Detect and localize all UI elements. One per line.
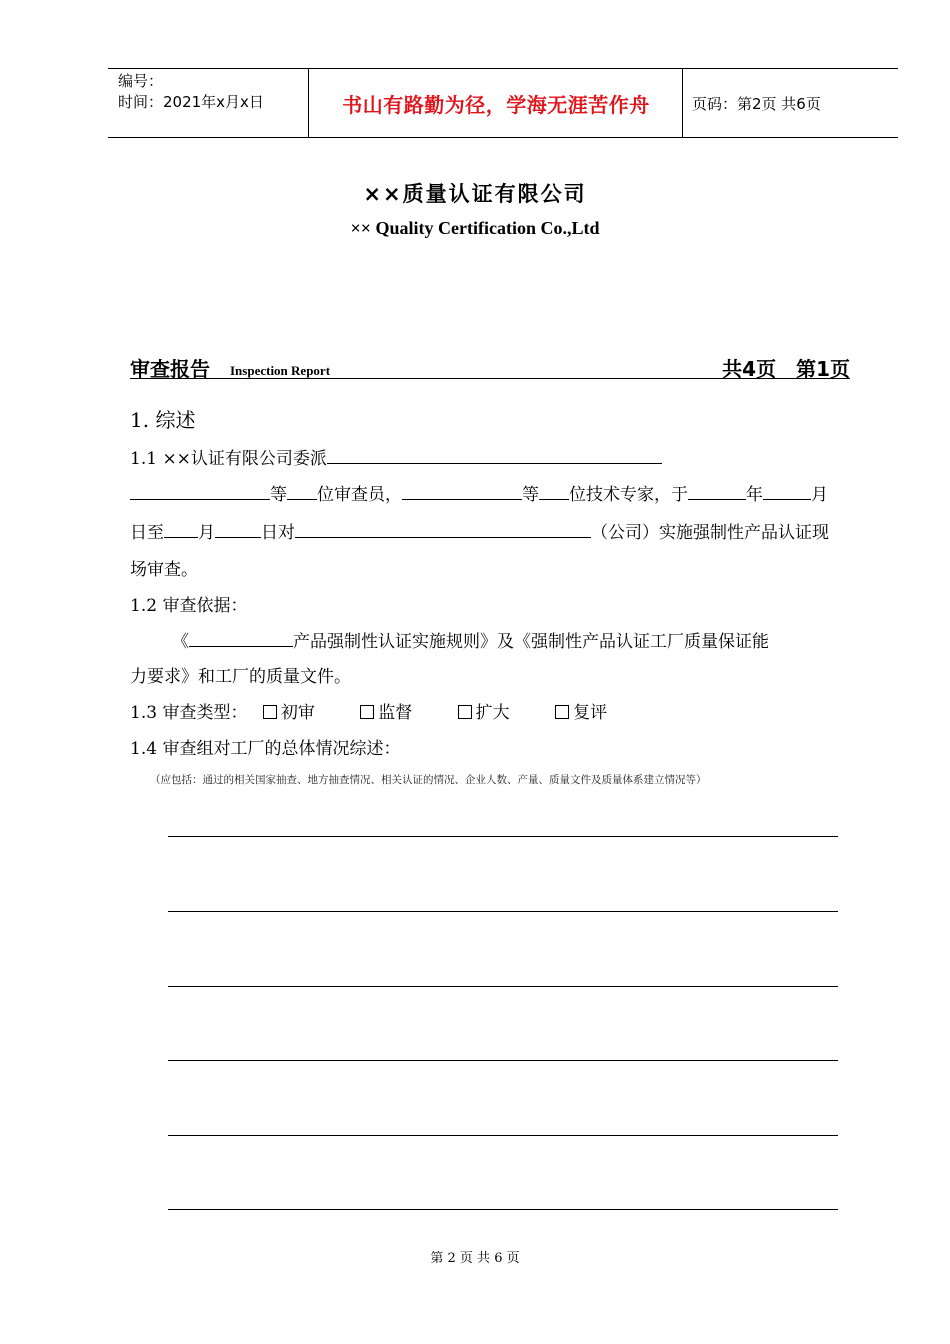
year-blank[interactable]: [688, 481, 746, 500]
time-label: 时间：2021年x月x日: [118, 93, 264, 111]
s11-day-to: 日至: [130, 523, 164, 543]
header-divider: [682, 69, 683, 137]
company-blank[interactable]: [295, 519, 591, 538]
fill-line[interactable]: [168, 836, 838, 837]
s11-equal2: 等: [522, 485, 539, 505]
s11-year: 年: [746, 485, 763, 505]
header-table: [108, 68, 898, 138]
type-extension[interactable]: [458, 703, 510, 723]
footer-page: 第 2 页 共 6 页: [430, 1251, 520, 1266]
s12-heading: 1.2 审查依据：: [130, 596, 248, 616]
commissioned-blank[interactable]: [327, 445, 662, 464]
checkbox-icon[interactable]: [458, 705, 472, 719]
company-name-en: ×× Quality Certification Co.,Ltd: [350, 218, 600, 238]
type-surveillance[interactable]: [360, 703, 412, 723]
s11-day-on: 日对: [261, 523, 295, 543]
fill-line[interactable]: [168, 1209, 838, 1210]
s12-line1: [172, 627, 769, 652]
s13-heading: 1.3 审查类型：: [130, 703, 248, 723]
report-title-bar: [130, 353, 850, 379]
s11-month: 月: [811, 485, 828, 505]
serial-label: 编号：: [118, 72, 164, 90]
type-initial-label: 初审: [280, 703, 315, 723]
s11-end: 场审查。: [130, 560, 198, 580]
expert-count-blank[interactable]: [539, 481, 569, 500]
fill-line[interactable]: [168, 1135, 838, 1136]
s11-prefix: 1.1 ××认证有限公司委派: [130, 449, 327, 469]
auditor-name-blank[interactable]: [130, 481, 270, 500]
expert-name-blank[interactable]: [402, 481, 522, 500]
section-heading: 1. 综述: [130, 408, 196, 432]
checkbox-icon[interactable]: [360, 705, 374, 719]
day-blank[interactable]: [215, 519, 261, 538]
fill-line[interactable]: [168, 1060, 838, 1061]
fill-line[interactable]: [168, 986, 838, 987]
header-left: [118, 71, 264, 113]
s14-note: （应包括：通过的相关国家抽查、地方抽查情况、相关认证的情况、企业人数、产量、质量文件及质量体系建立情况等）: [150, 774, 707, 786]
month2-blank[interactable]: [164, 519, 198, 538]
s11-line2: [130, 480, 890, 505]
type-initial[interactable]: [263, 703, 315, 723]
auditor-count-blank[interactable]: [287, 481, 317, 500]
type-extension-label: 扩大: [475, 703, 510, 723]
s14-heading: 1.4 审查组对工厂的总体情况综述：: [130, 739, 401, 759]
s11-auditors: 位审查员，: [317, 485, 402, 505]
report-pages: 共4页 第1页: [722, 357, 850, 381]
checkbox-icon[interactable]: [263, 705, 277, 719]
month-blank[interactable]: [763, 481, 811, 500]
checkbox-icon[interactable]: [555, 705, 569, 719]
s12-open: 《: [172, 632, 189, 652]
type-recertification-label: 复评: [573, 703, 608, 723]
s12-rule: 产品强制性认证实施规则》及《强制性产品认证工厂质量保证能: [293, 632, 769, 652]
header-page-info: 页码：第2页 共6页: [692, 95, 821, 113]
s11-equal1: 等: [270, 485, 287, 505]
header-divider: [308, 69, 309, 137]
fill-line[interactable]: [168, 911, 838, 912]
s11-line3: [130, 518, 890, 543]
s11-month2: 月: [198, 523, 215, 543]
report-title-cn: 审查报告: [130, 357, 210, 381]
header-motto: 书山有路勤为径，学海无涯苦作舟: [342, 93, 650, 117]
type-recertification[interactable]: [555, 703, 607, 723]
s12-line2: 力要求》和工厂的质量文件。: [130, 667, 351, 687]
report-title-en: Inspection Report: [230, 363, 331, 378]
product-blank[interactable]: [189, 628, 293, 647]
s11-line1: [130, 444, 850, 469]
s13-line: [130, 698, 607, 723]
s11-experts: 位技术专家，于: [569, 485, 688, 505]
type-surveillance-label: 监督: [378, 703, 413, 723]
s11-company-tail: （公司）实施强制性产品认证现: [591, 523, 829, 543]
company-name-cn: ××质量认证有限公司: [363, 182, 587, 206]
